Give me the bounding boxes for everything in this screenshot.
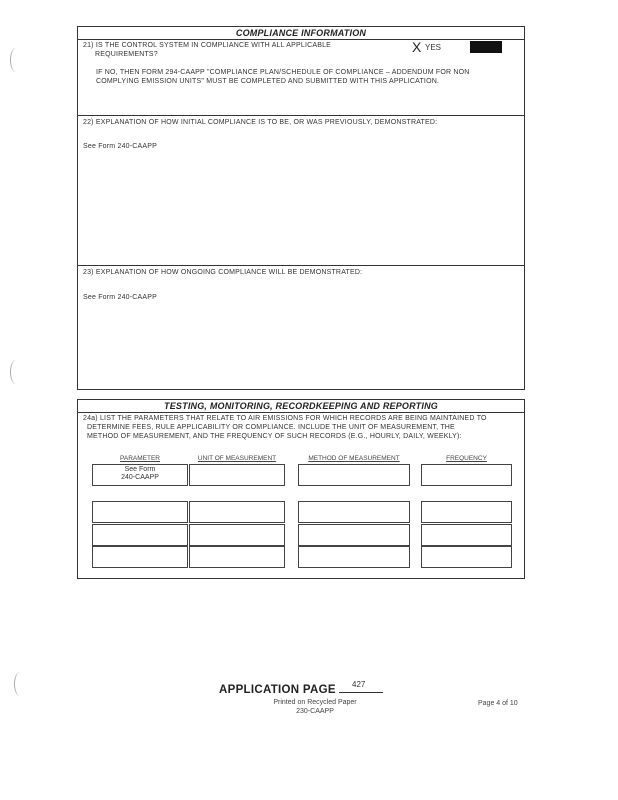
punch-hole-mark bbox=[10, 48, 22, 72]
recycled-paper-note: Printed on Recycled Paper 230-CAAPP bbox=[273, 699, 357, 715]
punch-hole-mark bbox=[10, 360, 22, 384]
testing-section bbox=[77, 399, 525, 579]
redacted-box bbox=[470, 41, 502, 53]
table-cell[interactable] bbox=[298, 501, 410, 523]
yes-checkmark[interactable]: X bbox=[412, 39, 422, 55]
divider bbox=[78, 265, 524, 266]
table-cell[interactable] bbox=[189, 546, 285, 568]
yes-label: YES bbox=[425, 43, 442, 52]
column-header-method: METHOD OF MEASUREMENT bbox=[308, 455, 400, 462]
question-22: 22) EXPLANATION OF HOW INITIAL COMPLIANCE IS TO BE, OR WAS PREVIOUSLY, DEMONSTRATED: bbox=[83, 119, 438, 126]
compliance-section bbox=[77, 26, 525, 390]
q23-answer[interactable]: See Form 240-CAAPP bbox=[83, 294, 158, 301]
table-cell[interactable] bbox=[92, 501, 188, 523]
table-cell[interactable] bbox=[189, 464, 285, 486]
question-24a: 24a) LIST THE PARAMETERS THAT RELATE TO AIR EMISSIONS FOR WHICH RECORDS ARE BEING MAINTAINED TO DETERMINE FEES, RULE APPLICABILITY OR COMPLIANCE. INCLUDE THE UNIT OF MEASUREMENT, THE METHOD OF MEASUREMENT, AND THE FREQUENCY OF SUCH RECORDS (E.G., HOURLY, DAILY, WEEKLY): bbox=[83, 415, 487, 440]
punch-hole-mark bbox=[14, 672, 26, 696]
application-page-number: 427 bbox=[352, 680, 366, 689]
table-cell[interactable] bbox=[92, 546, 188, 568]
column-header-frequency: FREQUENCY bbox=[446, 455, 487, 462]
table-cell[interactable] bbox=[298, 546, 410, 568]
divider bbox=[78, 115, 524, 116]
testing-title: TESTING, MONITORING, RECORDKEEPING AND REPORTING bbox=[78, 400, 524, 413]
table-cell[interactable] bbox=[421, 546, 512, 568]
table-cell[interactable] bbox=[189, 524, 285, 546]
page-of-label: Page 4 of 10 bbox=[478, 700, 518, 707]
table-cell[interactable] bbox=[298, 524, 410, 546]
q22-answer[interactable]: See Form 240-CAAPP bbox=[83, 143, 158, 150]
q21-note: IF NO, THEN FORM 294-CAAPP "COMPLIANCE PLAN/SCHEDULE OF COMPLIANCE – ADDENDUM FOR NON COMPLYING EMISSION UNITS" MUST BE COMPLETED AND SUBMITTED WITH THIS APPLICATION. bbox=[96, 69, 470, 85]
table-cell[interactable] bbox=[189, 501, 285, 523]
table-cell[interactable]: See Form 240-CAAPP bbox=[92, 464, 188, 486]
page-number-underline bbox=[339, 692, 383, 693]
table-cell[interactable] bbox=[92, 524, 188, 546]
table-cell[interactable] bbox=[421, 501, 512, 523]
compliance-title: COMPLIANCE INFORMATION bbox=[78, 27, 524, 40]
question-23: 23) EXPLANATION OF HOW ONGOING COMPLIANCE WILL BE DEMONSTRATED: bbox=[83, 269, 363, 276]
question-21: 21) IS THE CONTROL SYSTEM IN COMPLIANCE WITH ALL APPLICABLE REQUIREMENTS? bbox=[83, 42, 332, 58]
table-cell[interactable] bbox=[421, 524, 512, 546]
table-cell[interactable] bbox=[298, 464, 410, 486]
column-header-parameter: PARAMETER bbox=[120, 455, 160, 462]
table-cell[interactable] bbox=[421, 464, 512, 486]
application-page-label: APPLICATION PAGE bbox=[219, 684, 336, 696]
column-header-unit: UNIT OF MEASUREMENT bbox=[197, 455, 277, 462]
